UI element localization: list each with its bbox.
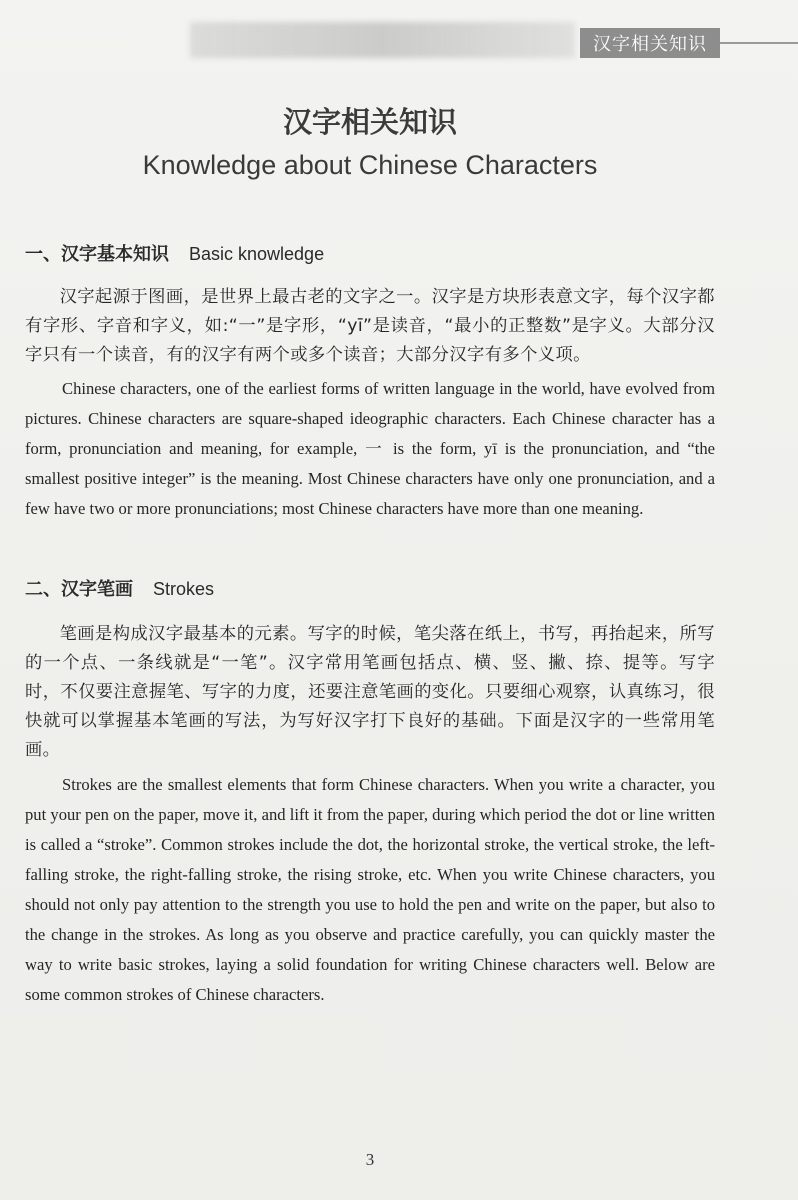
top-blur-band [190, 22, 575, 58]
page-title-cn: 汉字相关知识 [282, 105, 457, 139]
section-heading-strokes [25, 575, 214, 605]
paragraph-strokes-en: Strokes are the smallest elements that form Chinese characters. When you write a character, you put your pen on the paper, move it, and lift it from the paper, during which period the dot or line written is called a “stroke”. Common strokes include the dot, the horizontal stroke, the vertical stroke, the left-falling stroke, the right-falling stroke, the rising stroke, etc. When you write Chinese characters, you should not only pay attention to the strength you use to hold the pen and write on the paper, but also to the change in the strokes. As long as you observe and practice carefully, you can quickly master the way to write basic strokes, laying a solid foundation for writing Chinese characters well. Below are some common strokes of Chinese characters. [25, 775, 715, 1004]
section-heading-en: Strokes [153, 579, 215, 599]
header-rule [720, 42, 798, 44]
page-title-en: Knowledge about Chinese Characters [142, 150, 598, 180]
section-heading-cn: 二、汉字笔画 [25, 579, 133, 600]
paragraph-strokes-cn: 笔画是构成汉字最基本的元素。写字的时候，笔尖落在纸上，书写，再抬起来，所写的一个点、一条线就是“一笔”。汉字常用笔画包括点、横、竖、撇、捺、提等。写字时，不仅要注意握笔、写字的力度，还要注意笔画的变化。只要细心观察，认真练习，很快就可以掌握基本笔画的写法，为写好汉字打下良好的基础。下面是汉字的一些常用笔画。 [25, 624, 715, 760]
page-number: 3 [365, 1150, 375, 1169]
section-heading-basic [25, 240, 324, 270]
section-heading-en: Basic knowledge [189, 244, 325, 264]
section-heading-cn: 一、汉字基本知识 [25, 244, 169, 265]
paragraph-basic-en: Chinese characters, one of the earliest forms of written language in the world, have evolved from pictures. Chinese characters are square-shaped ideographic characters. Each Chinese character has a form, pronunciation and meaning, for example, 一 is the form, yī is the pronunciation, and “the smallest positive integer” is the meaning. Most Chinese characters have only one pronunciation, and a few have two or more pronunciations; most Chinese characters have more than one meaning. [25, 379, 715, 518]
paragraph-basic-cn: 汉字起源于图画，是世界上最古老的文字之一。汉字是方块形表意文字，每个汉字都有字形、字音和字义，如:“一”是字形，“yī”是读音，“最小的正整数”是字义。大部分汉字只有一个读音，有的汉字有两个或多个读音；大部分汉字有多个义项。 [25, 287, 715, 365]
chapter-header-tab: 汉字相关知识 [580, 28, 720, 58]
